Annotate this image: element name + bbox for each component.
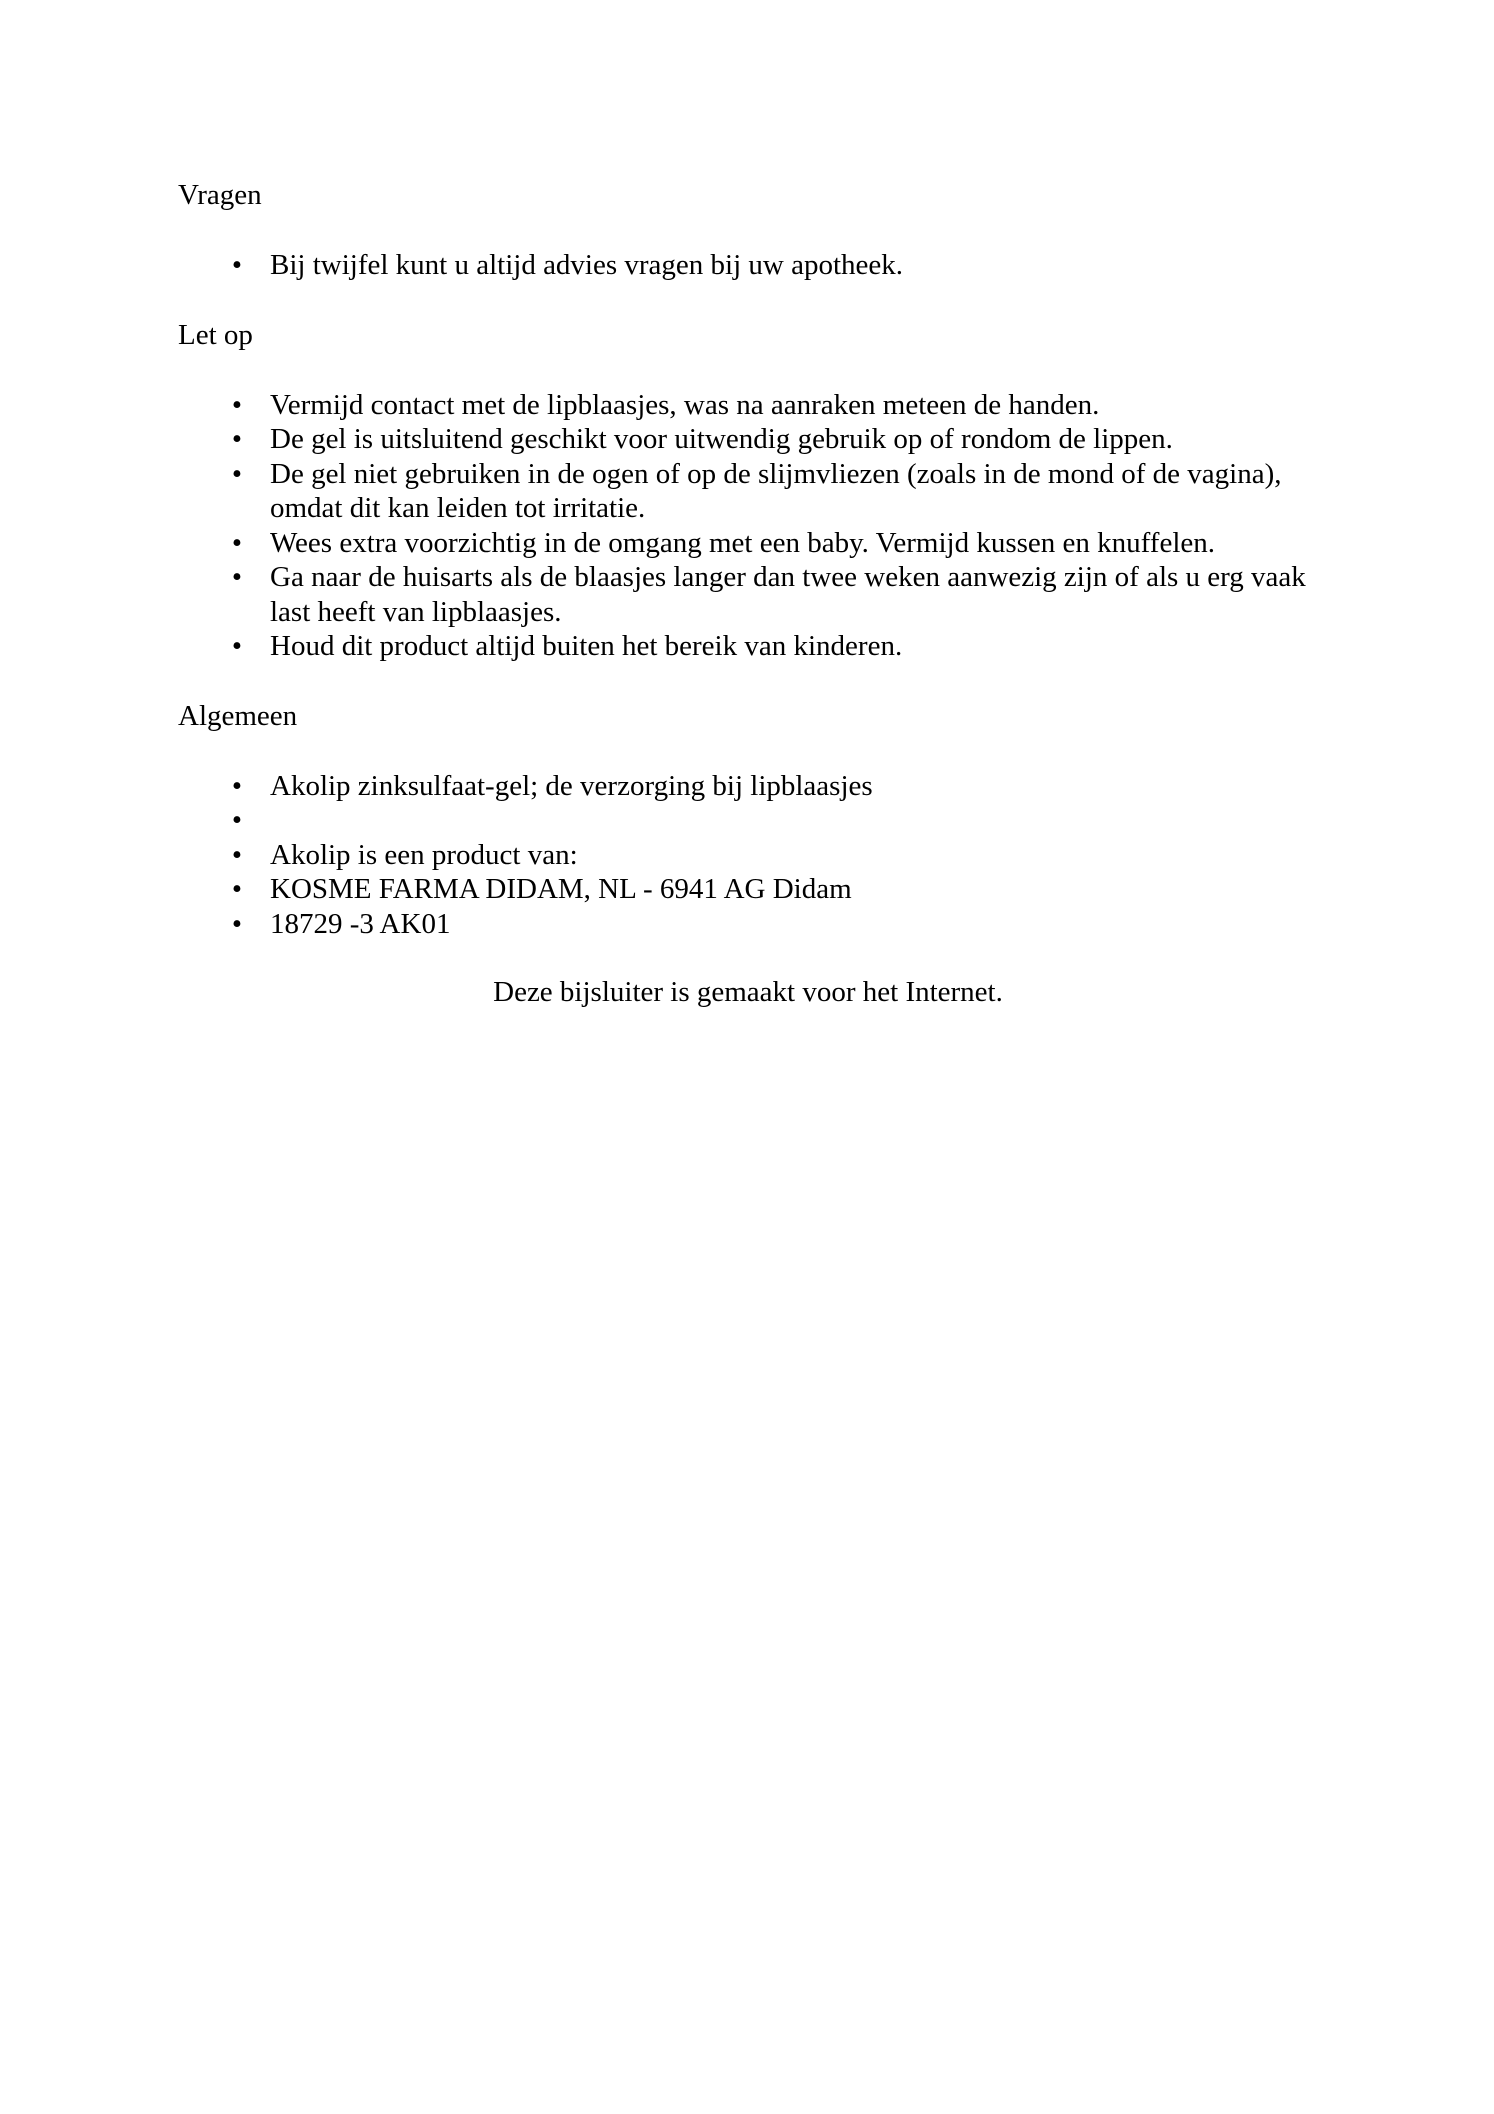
bullet-icon: • — [231, 561, 243, 593]
bullet-icon: • — [231, 526, 243, 559]
bullet-icon: • — [231, 804, 243, 836]
bullet-icon: • — [231, 769, 243, 802]
document-page — [178, 178, 1318, 1010]
list-item: • KOSME FARMA DIDAM, NL - 6941 AG Didam — [178, 872, 1318, 907]
bullet-icon: • — [231, 838, 243, 871]
bullet-icon: • — [231, 873, 243, 905]
bullet-icon: • — [231, 457, 243, 490]
section-heading-let-op: Let op — [178, 318, 253, 351]
list-item: • Wees extra voorzichtig in de omgang met een baby. Vermijd kussen en knuffelen. — [178, 526, 1318, 561]
list-item: • Akolip is een product van: — [178, 838, 1318, 873]
list-item: • Houd dit product altijd buiten het bereik van kinderen. — [178, 629, 1318, 664]
footer-note: Deze bijsluiter is gemaakt voor het Internet. — [493, 976, 1003, 1008]
list-item — [178, 803, 1318, 838]
list-item: • De gel niet gebruiken in de ogen of op de slijmvliezen (zoals in de mond of de vagina), omdat dit kan leiden tot irritatie. — [178, 457, 1318, 526]
bullet-icon: • — [231, 249, 243, 281]
list-item: • Ga naar de huisarts als de blaasjes langer dan twee weken aanwezig zijn of als u erg vaak last heeft van lipblaasjes. — [178, 560, 1318, 629]
bullet-list-algemeen — [178, 769, 1318, 942]
bullet-list-vragen — [178, 248, 1318, 283]
list-item: • Bij twijfel kunt u altijd advies vragen bij uw apotheek. — [178, 248, 1318, 283]
list-item: • Akolip zinksulfaat-gel; de verzorging bij lipblaasjes — [178, 769, 1318, 804]
bullet-list-let-op — [178, 388, 1318, 664]
bullet-icon: • — [231, 630, 243, 662]
section-heading-algemeen: Algemeen — [178, 699, 298, 732]
bullet-icon: • — [231, 907, 243, 940]
list-item: • De gel is uitsluitend geschikt voor uitwendig gebruik op of rondom de lippen. — [178, 422, 1318, 457]
list-item: • 18729 -3 AK01 — [178, 907, 1318, 942]
section-heading-vragen: Vragen — [178, 179, 262, 211]
bullet-icon: • — [231, 388, 243, 421]
bullet-icon: • — [231, 423, 243, 455]
list-item: • Vermijd contact met de lipblaasjes, was na aanraken meteen de handen. — [178, 388, 1318, 423]
